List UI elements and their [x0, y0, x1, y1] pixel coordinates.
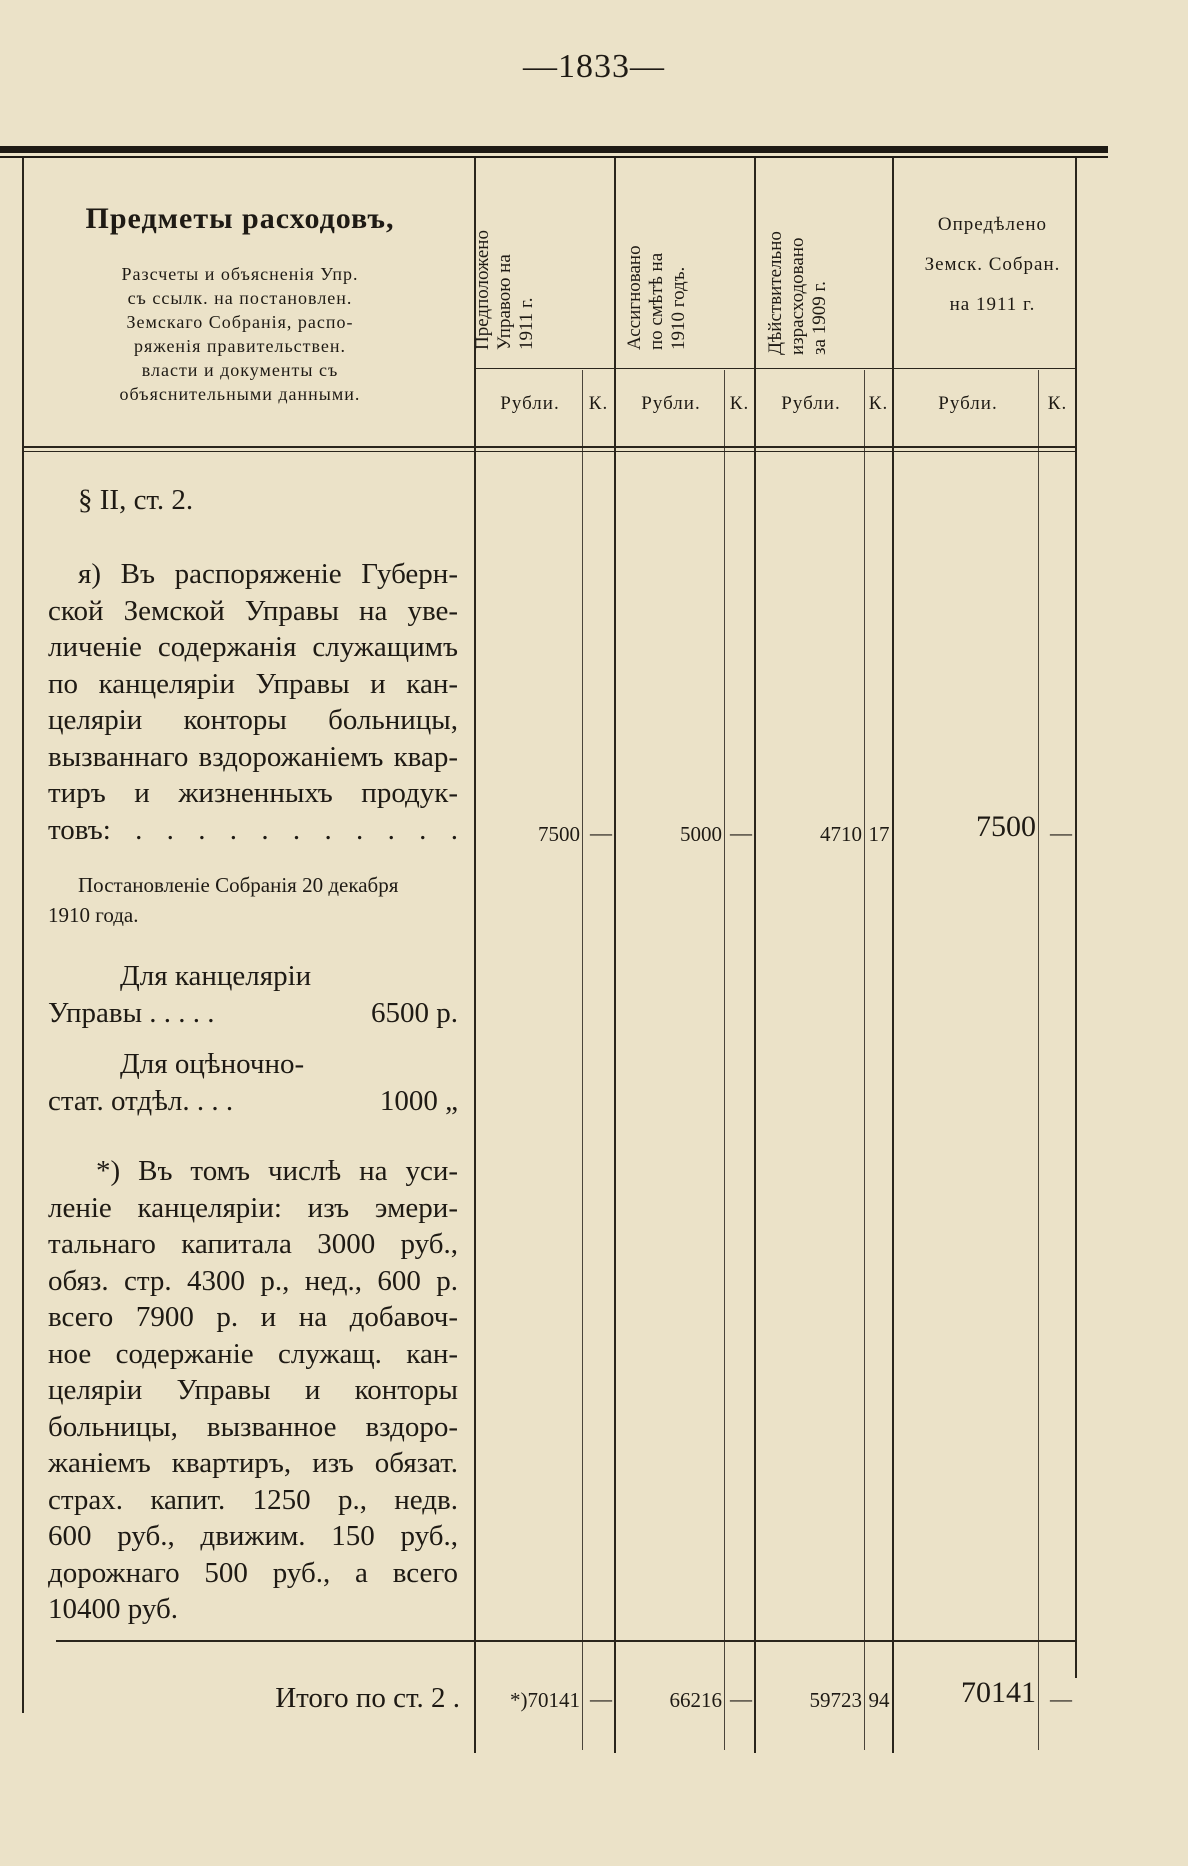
total-proposed-kopecks: — [590, 1686, 612, 1711]
unit-kopecks-3: К. [868, 393, 889, 414]
breakdown-chancellery: Для канцеляріи Управы . . . . . 6500 р. [48, 960, 458, 1029]
resolution-note: Постановленіе Собранія 20 декабря 1910 года. [48, 873, 399, 927]
total-determined-kopecks: — [1050, 1686, 1072, 1711]
item-determined-rubles: 7500 [976, 810, 1036, 843]
total-rule [56, 1640, 1076, 1642]
total-assigned-rubles: 66216 [669, 1688, 722, 1712]
col-header-spent: Дѣйствительно израсходовано за 1909 г. [765, 231, 830, 355]
item-assigned-kopecks: — [730, 820, 752, 845]
col-header-determined: Опредѣлено Земск. Собран. на 1911 г. [924, 214, 1061, 315]
item-description: я) Въ распоряженіе Губерн- ской Земской Управы на уве- личеніе содержанія служащимъ по канцеляріи Управы и кан- целяріи конторы больницы, вызваннаго вздорожаніемъ квар- тиръ и жизненныхъ продук- товъ: . . . . . . . . . . . [48, 558, 458, 846]
left-border [22, 158, 24, 1713]
unit-rubles-4: Рубли. [938, 393, 998, 414]
kop-divider-3 [864, 370, 865, 1750]
kop-divider-2 [724, 370, 725, 1750]
col-divider-2 [614, 158, 616, 1753]
unit-rubles-1: Рубли. [500, 393, 560, 414]
right-border [1075, 158, 1077, 1678]
item-determined-kopecks: — [1050, 820, 1072, 845]
col-divider-1 [474, 158, 476, 1753]
total-label: Итого по ст. 2 . [275, 1682, 460, 1714]
item-spent-rubles: 4710 [820, 822, 862, 846]
item-proposed-kopecks: — [590, 820, 612, 845]
page-number: —1833— [523, 48, 665, 85]
total-determined-rubles: 70141 [961, 1676, 1036, 1709]
header-bottom-rule-2 [22, 451, 1075, 452]
total-spent-rubles: 59723 [809, 1688, 862, 1712]
header-title: Предметы расходовъ, [85, 202, 395, 235]
header-subtitle: Разсчеты и объясненія Упр. съ ссылк. на постановлен. Земскаго Собранія, распо- ряженія правительствен. власти и документы съ объяснительными данными. [119, 264, 361, 404]
col-header-assigned: Ассигновано по смѣтѣ на 1910 годъ. [624, 245, 689, 350]
item-spent-kopecks: 17 [868, 822, 890, 846]
unit-rubles-3: Рубли. [781, 393, 841, 414]
kop-divider-1 [582, 370, 583, 1750]
item-assigned-rubles: 5000 [680, 822, 722, 846]
unit-kopecks-2: К. [729, 393, 750, 414]
section-heading: § II, ст. 2. [78, 484, 194, 516]
header-bottom-rule [22, 446, 1075, 448]
total-spent-kopecks: 94 [868, 1688, 890, 1712]
total-assigned-kopecks: — [730, 1686, 752, 1711]
top-rule-thin [0, 156, 1108, 158]
col-header-proposed: Предположено Управою на 1911 г. [472, 230, 537, 350]
unit-rubles-2: Рубли. [641, 393, 701, 414]
item-proposed-rubles: 7500 [538, 822, 580, 846]
header-units-rule [474, 368, 1075, 369]
col-divider-4 [892, 158, 894, 1753]
unit-kopecks-1: К. [588, 393, 609, 414]
breakdown-assessment: Для оцѣночно- стат. отдѣл. . . . 1000 „ [48, 1048, 458, 1117]
top-rule [0, 146, 1108, 153]
footnote: *) Въ томъ числѣ на уси- леніе канцеляріи: изъ эмери- тальнаго капитала 3000 руб., обяз. стр. 4300 р., нед., 600 р. всего 7900 р. и на добавоч- ное содержаніе служащ. кан- целяріи Управы и конторы больницы, вызванное вздоро- жаніемъ квартиръ, изъ обязат. страх. капит. 1250 р., недв. 600 руб., движим. 150 руб., дорожнаго 500 руб., а всего 10400 руб. [48, 1155, 458, 1625]
unit-kopecks-4: К. [1047, 393, 1068, 414]
kop-divider-4 [1038, 370, 1039, 1750]
total-proposed-rubles: *)70141 [510, 1688, 580, 1712]
col-divider-3 [754, 158, 756, 1753]
